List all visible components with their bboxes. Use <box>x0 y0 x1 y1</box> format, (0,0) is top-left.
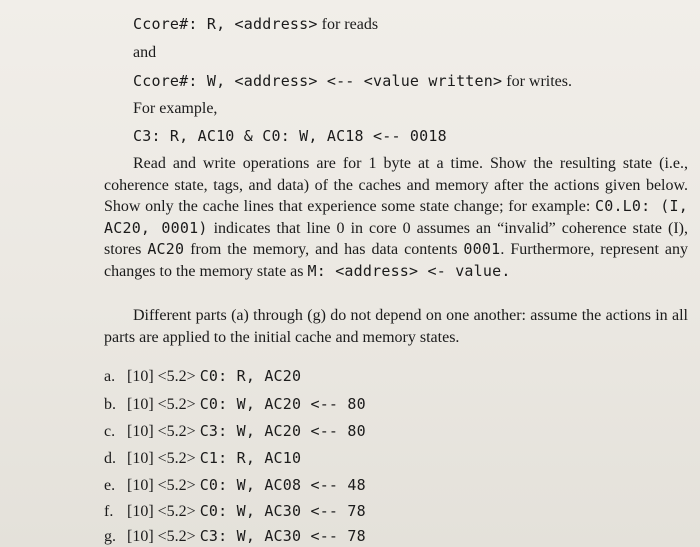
question-prefix: [10] <5.2> <box>127 528 200 545</box>
instructions-paragraph <box>104 153 688 282</box>
para-text-1: Read and write operations are for 1 byte at a time. Show the resulting state (i.e., coherence state, tags, and data) of the caches and memory after the actions given below. Show only the cache lines that experience some state change; for example: <box>104 155 688 215</box>
write-format-code: Ccore#: W, <address> <-- <value written> <box>133 72 503 90</box>
question-item <box>104 448 301 469</box>
question-code: C0: W, AC20 <-- 80 <box>199 395 366 413</box>
question-prefix: [10] <5.2> <box>127 503 200 520</box>
para-code-1: C0.L0: (I, AC20, 0001) <box>104 197 688 237</box>
question-letter: b. <box>104 396 116 413</box>
question-item <box>104 526 366 547</box>
example-code-line <box>133 126 447 147</box>
read-format-tail: for reads <box>317 16 379 33</box>
for-example-line: For example, <box>133 100 218 117</box>
para-code-2: AC20 <box>147 240 185 258</box>
para-code-3: 0001 <box>463 240 501 258</box>
assumption-paragraph: Different parts (a) through (g) do not depend on one another: assume the actions in all parts are applied to the initial cache and memory states. <box>104 307 688 346</box>
question-prefix: [10] <5.2> <box>127 450 200 467</box>
example-code: C3: R, AC10 & C0: W, AC18 <-- 0018 <box>133 127 447 145</box>
para-text-4: . Furthermore, represent any changes to the memory state as <box>104 241 689 280</box>
question-prefix: [10] <5.2> <box>127 477 200 494</box>
question-item <box>104 501 366 522</box>
question-code: C3: W, AC30 <-- 78 <box>199 527 366 545</box>
question-code: C0: R, AC20 <box>199 367 302 385</box>
read-format-line <box>133 14 378 35</box>
question-code: C0: W, AC08 <-- 48 <box>199 476 366 494</box>
question-letter: a. <box>104 368 116 385</box>
question-prefix: [10] <5.2> <box>127 423 200 440</box>
para-code-4: M: <address> <- value. <box>307 261 511 280</box>
question-prefix: [10] <5.2> <box>127 368 200 385</box>
question-code: C0: W, AC30 <-- 78 <box>199 502 366 520</box>
question-letter: c. <box>104 423 116 440</box>
question-code: C3: W, AC20 <-- 80 <box>199 422 366 440</box>
question-item <box>104 421 366 442</box>
question-code: C1: R, AC10 <box>199 449 302 467</box>
para-text-2: indicates that line 0 in core 0 assumes an “invalid” coherence state (I), stores <box>104 219 688 258</box>
question-letter: e. <box>104 477 116 494</box>
question-item <box>104 366 301 387</box>
question-letter: d. <box>104 450 116 467</box>
question-prefix: [10] <5.2> <box>127 396 200 413</box>
para-text-3: from the memory, and has data contents <box>184 241 464 258</box>
read-format-code: Ccore#: R, <address> <box>133 15 318 33</box>
and-line: and <box>133 44 157 61</box>
write-format-tail: for writes. <box>502 73 572 90</box>
question-item <box>104 475 366 496</box>
question-letter: g. <box>104 528 116 545</box>
question-item <box>104 394 366 415</box>
write-format-line <box>133 71 572 92</box>
question-letter: f. <box>104 503 114 520</box>
